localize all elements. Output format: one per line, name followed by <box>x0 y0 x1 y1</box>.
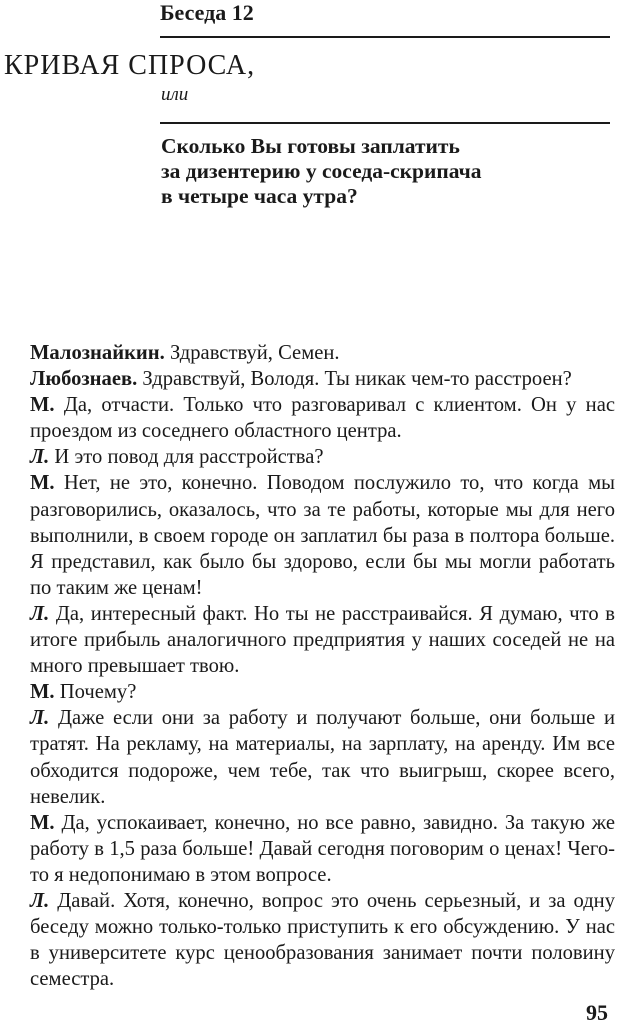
speech-text: Почему? <box>54 681 137 704</box>
speaker-name: Малознайкин. <box>30 342 165 364</box>
page-number: 95 <box>586 1000 608 1025</box>
dialogue-paragraph <box>30 366 615 392</box>
speaker-name: М. <box>30 394 55 417</box>
speech-text: Здравствуй, Семен. <box>164 342 340 364</box>
speech-text: Нет, не это, конечно. Поводом послужило то, что когда мы разговорились, оказалось, что за те работы, которые мы для него выполнили, в своем городе он заплатил бы раза в полтора больше. Я представил, как было бы здорово, если бы мы могли работать по таким же ценам! <box>30 472 615 599</box>
speaker-name: Л. <box>30 602 50 625</box>
dialogue-paragraph <box>30 340 615 366</box>
dialogue-paragraph <box>30 705 615 809</box>
chapter-subtitle <box>161 134 601 209</box>
speaker-name: М. <box>30 472 55 495</box>
speech-text: Да, успокаивает, конечно, но все равно, завидно. За такую же работу в 1,5 раза больше! Давай сегодня поговорим о ценах! Чего-то я недопонимаю в этом вопросе. <box>30 811 615 886</box>
speaker-name: М. <box>30 811 55 834</box>
dialogue-paragraph <box>30 392 615 444</box>
speech-text: Здравствуй, Володя. Ты никак чем-то расстроен? <box>137 368 572 391</box>
speech-text: Да, интересный факт. Но ты не расстраивайся. Я думаю, что в итоге прибыль аналогичного предприятия у наших соседей не на много превышает твою. <box>30 602 615 678</box>
dialogue-paragraph <box>30 679 615 705</box>
speech-text: Давай. Хотя, конечно, вопрос это очень серьезный, и за одну беседу можно только-только приступить к его обсуждению. У нас в университете курс ценообразования занимает почти половину семестра. <box>30 889 615 991</box>
speaker-name: Л. <box>30 707 50 730</box>
speech-text: И это повод для расстройства? <box>49 446 324 469</box>
chapter-title: КРИВАЯ СПРОСА, <box>4 50 256 81</box>
speaker-name: М. <box>30 681 55 704</box>
dialogue-body <box>30 340 615 992</box>
dialogue-paragraph <box>30 810 615 888</box>
dialogue-paragraph <box>30 601 615 679</box>
middle-rule <box>160 122 610 124</box>
speaker-name: Любознаев. <box>30 368 138 391</box>
subtitle-line: в четыре часа утра? <box>161 184 358 208</box>
speech-text: Да, отчасти. Только что разговаривал с клиентом. Он у нас проездом из соседнего областного центра. <box>30 394 615 443</box>
subtitle-line: за дизентерию у соседа-скрипача <box>161 159 482 183</box>
dialogue-paragraph <box>30 444 615 470</box>
dialogue-paragraph <box>30 888 615 992</box>
dialogue-paragraph <box>30 470 615 600</box>
chapter-heading: Беседа 12 <box>160 0 254 25</box>
speaker-name: Л. <box>30 446 50 469</box>
speaker-name: Л. <box>30 889 50 912</box>
title-conjunction: или <box>161 84 189 105</box>
top-rule <box>160 36 610 38</box>
speech-text: Даже если они за работу и получают больше, они больше и тратят. На рекламу, на материалы, на зарплату, на аренду. Им все обходится подороже, чем тебе, так что выигрыш, скорее всего, невелик. <box>30 707 615 808</box>
subtitle-line: Сколько Вы готовы заплатить <box>161 134 460 158</box>
